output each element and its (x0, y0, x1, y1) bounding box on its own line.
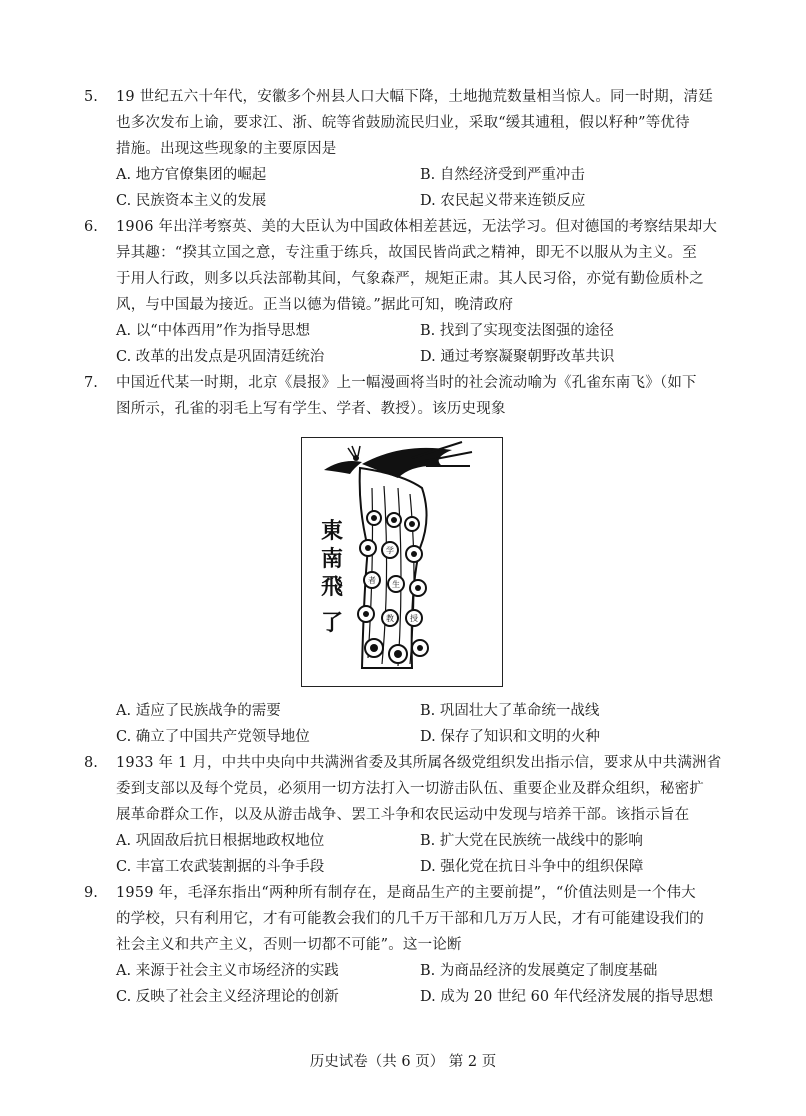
question-text-line: 图所示，孔雀的羽毛上写有学生、学者、教授）。该历史现象 (116, 401, 506, 417)
question-number: 9. (84, 885, 98, 901)
option-c: C. 反映了社会主义经济理论的创新 (116, 989, 339, 1005)
question-text-line: 1933 年 1 月，中共中央向中共满洲省委及其所属各级党组织发出指示信，要求从中共满洲省 (116, 755, 722, 771)
question-text-line: 的学校，只有利用它，才有可能教会我们的几千万干部和几万万人民，才有可能建设我们的 (116, 911, 704, 927)
option-d: D. 成为 20 世纪 60 年代经济发展的指导思想 (420, 989, 714, 1005)
option-a: A. 以“中体西用”作为指导思想 (116, 323, 311, 339)
caption-char: 南 (320, 546, 344, 572)
option-c: C. 确立了中国共产党领导地位 (116, 729, 310, 745)
question-text-line: 社会主义和共产主义，否则一切都不可能”。这一论断 (116, 937, 462, 953)
option-b: B. 扩大党在民族统一战线中的影响 (420, 833, 643, 849)
question-text-line: 异其趣：“揆其立国之意，专注重于练兵，故国民皆尚武之精神，即无不以服从为主义。至 (116, 245, 697, 261)
question-number: 7. (84, 375, 98, 391)
feather-label: 者 (368, 576, 376, 585)
option-c: C. 民族资本主义的发展 (116, 193, 267, 209)
caption-char: 東 (320, 518, 344, 544)
question-number: 6. (84, 219, 98, 235)
option-a: A. 巩固敌后抗日根据地政权地位 (116, 833, 325, 849)
option-d: D. 强化党在抗日斗争中的组织保障 (420, 859, 644, 875)
feather-label: 教 (386, 614, 394, 623)
option-b: B. 巩固壮大了革命统一战线 (420, 703, 600, 719)
option-a: A. 适应了民族战争的需要 (116, 703, 281, 719)
question-text-line: 1959 年，毛泽东指出“两种所有制存在，是商品生产的主要前提”，“价值法则是一个伟大 (116, 885, 696, 901)
option-b: B. 为商品经济的发展奠定了制度基础 (420, 963, 658, 979)
option-a: A. 来源于社会主义市场经济的实践 (116, 963, 339, 979)
question-text-line: 风，与中国最为接近。正当以德为借镜。”据此可知，晚清政府 (116, 297, 514, 313)
question-text-line: 19 世纪五六十年代，安徽多个州县人口大幅下降，土地抛荒数量相当惊人。同一时期，清廷 (116, 89, 713, 105)
option-c: C. 丰富工农武装割据的斗争手段 (116, 859, 325, 875)
question-text-line: 措施。出现这些现象的主要原因是 (116, 141, 337, 157)
option-d: D. 农民起义带来连锁反应 (420, 193, 586, 209)
feather-label: 学 (386, 546, 394, 555)
question-text-line: 中国近代某一时期，北京《晨报》上一幅漫画将当时的社会流动喻为《孔雀东南飞》（如下 (116, 375, 697, 391)
caption-char: 飛 (320, 574, 344, 600)
question-text-line: 委到支部以及每个党员，必须用一切方法打入一切游击队伍、重要企业及群众组织，秘密扩 (116, 781, 704, 797)
option-d: D. 保存了知识和文明的火种 (420, 729, 600, 745)
question-number: 5. (84, 89, 98, 105)
caption-char: 了 (320, 610, 344, 636)
peacock-cartoon-figure (301, 437, 503, 687)
feather-label: 生 (392, 580, 400, 589)
page-footer: 历史试卷（共 6 页） 第 2 页 (309, 1054, 497, 1070)
peacock-illustration (302, 438, 502, 686)
question-text-line: 展革命群众工作，以及从游击战争、罢工斗争和农民运动中发现与培养干部。该指示旨在 (116, 807, 690, 823)
question-number: 8. (84, 755, 98, 771)
question-text-line: 也多次发布上谕，要求江、浙、皖等省鼓励流民归业，采取“缓其逋租，假以籽种”等优待 (116, 115, 690, 131)
option-b: B. 找到了实现变法图强的途径 (420, 323, 614, 339)
question-text-line: 于用人行政，则多以兵法部勒其间，气象森严，规矩正肃。其人民习俗，亦觉有勤俭质朴之 (116, 271, 704, 287)
question-text-line: 1906 年出洋考察英、美的大臣认为中国政体相差甚远，无法学习。但对德国的考察结果却大 (116, 219, 718, 235)
option-d: D. 通过考察凝聚朝野改革共识 (420, 349, 615, 365)
option-a: A. 地方官僚集团的崛起 (116, 167, 267, 183)
option-b: B. 自然经济受到严重冲击 (420, 167, 585, 183)
option-c: C. 改革的出发点是巩固清廷统治 (116, 349, 325, 365)
feather-label: 授 (410, 614, 418, 623)
